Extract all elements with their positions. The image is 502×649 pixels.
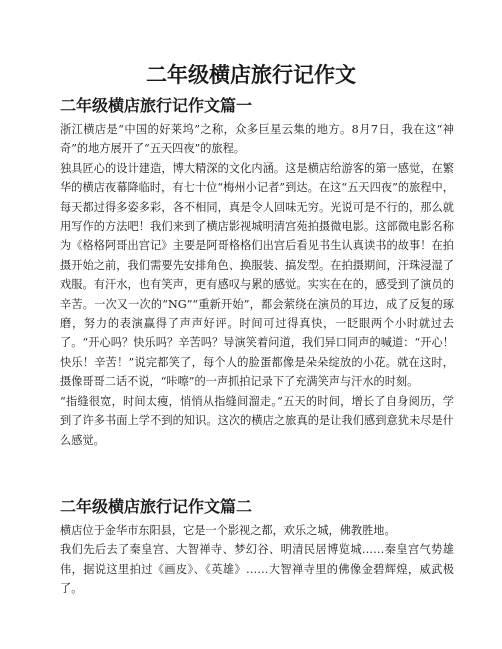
section-heading-1: 二年级横店旅行记作文篇一 <box>60 96 253 115</box>
section-body-2 <box>60 521 454 599</box>
paragraph: 独具匠心的设计建造，博大精深的文化内涵。这是横店给游客的第一感觉，在繁华的横店夜幕降临时，有七十位“梅州小记者”到达。在这“五天四夜”的旅程中，每天都过得多姿多彩，各不相同，真是令人回味无穷。光说可是不行的，那么就用写作的方法吧！我们来到了横店影视城明清宫苑拍摄微电影。这部微电影名称为《格格阿哥出宫记》主要是阿哥格格们出宫后看见书生认真读书的故事！在拍摄开始之前，我们需要先安排角色、换服装、搞发型。在拍摄期间，汗珠浸湿了戏服。有汗水，也有笑声，更有感叹与累的感觉。实实在在的，感受到了演员的辛苦。一次又一次的“NG”“重新开始”，都会萦绕在演员的耳边，成了反复的琢磨，努力的表演赢得了声声好评。时间可过得真快，一眨眼两个小时就过去了。“开心吗？快乐吗？辛苦吗？导演笑着问道，我们异口同声的喊道：“开心！快乐！辛苦！”说完都笑了，每个人的脸蛋都像是朵朵绽放的小花。就在这时，摄像哥哥二话不说，“咔嚓”的一声抓拍记录下了充满笑声与汗水的时刻。 <box>60 161 454 389</box>
paragraph: 浙江横店是“中国的好莱坞”之称，众多巨星云集的地方。8月7日，我在这“神奇”的地方展开了“五天四夜”的旅程。 <box>60 123 454 156</box>
document-title: 二年级横店旅行记作文 <box>146 63 356 87</box>
section-body-1 <box>60 120 454 450</box>
paragraph: “指缝很宽，时间太瘦，悄悄从指缝间溜走。”五天的时间，增长了自身阅历，学到了许多书面上学不到的知识。这次的横店之旅真的是让我们感到意犹未尽是什么感觉。 <box>60 394 454 447</box>
section-heading-2: 二年级横店旅行记作文篇二 <box>60 497 253 516</box>
paragraph: 我们先后去了秦皇宫、大智禅寺、梦幻谷、明清民居博览城……秦皇宫气势雄伟，据说这里拍过《画皮》、《英雄》……大智禅寺里的佛像金碧辉煌，威武极了。 <box>60 543 454 596</box>
paragraph: 横店位于金华市东阳县，它是一个影视之都，欢乐之城，佛教胜地。 <box>60 524 396 537</box>
